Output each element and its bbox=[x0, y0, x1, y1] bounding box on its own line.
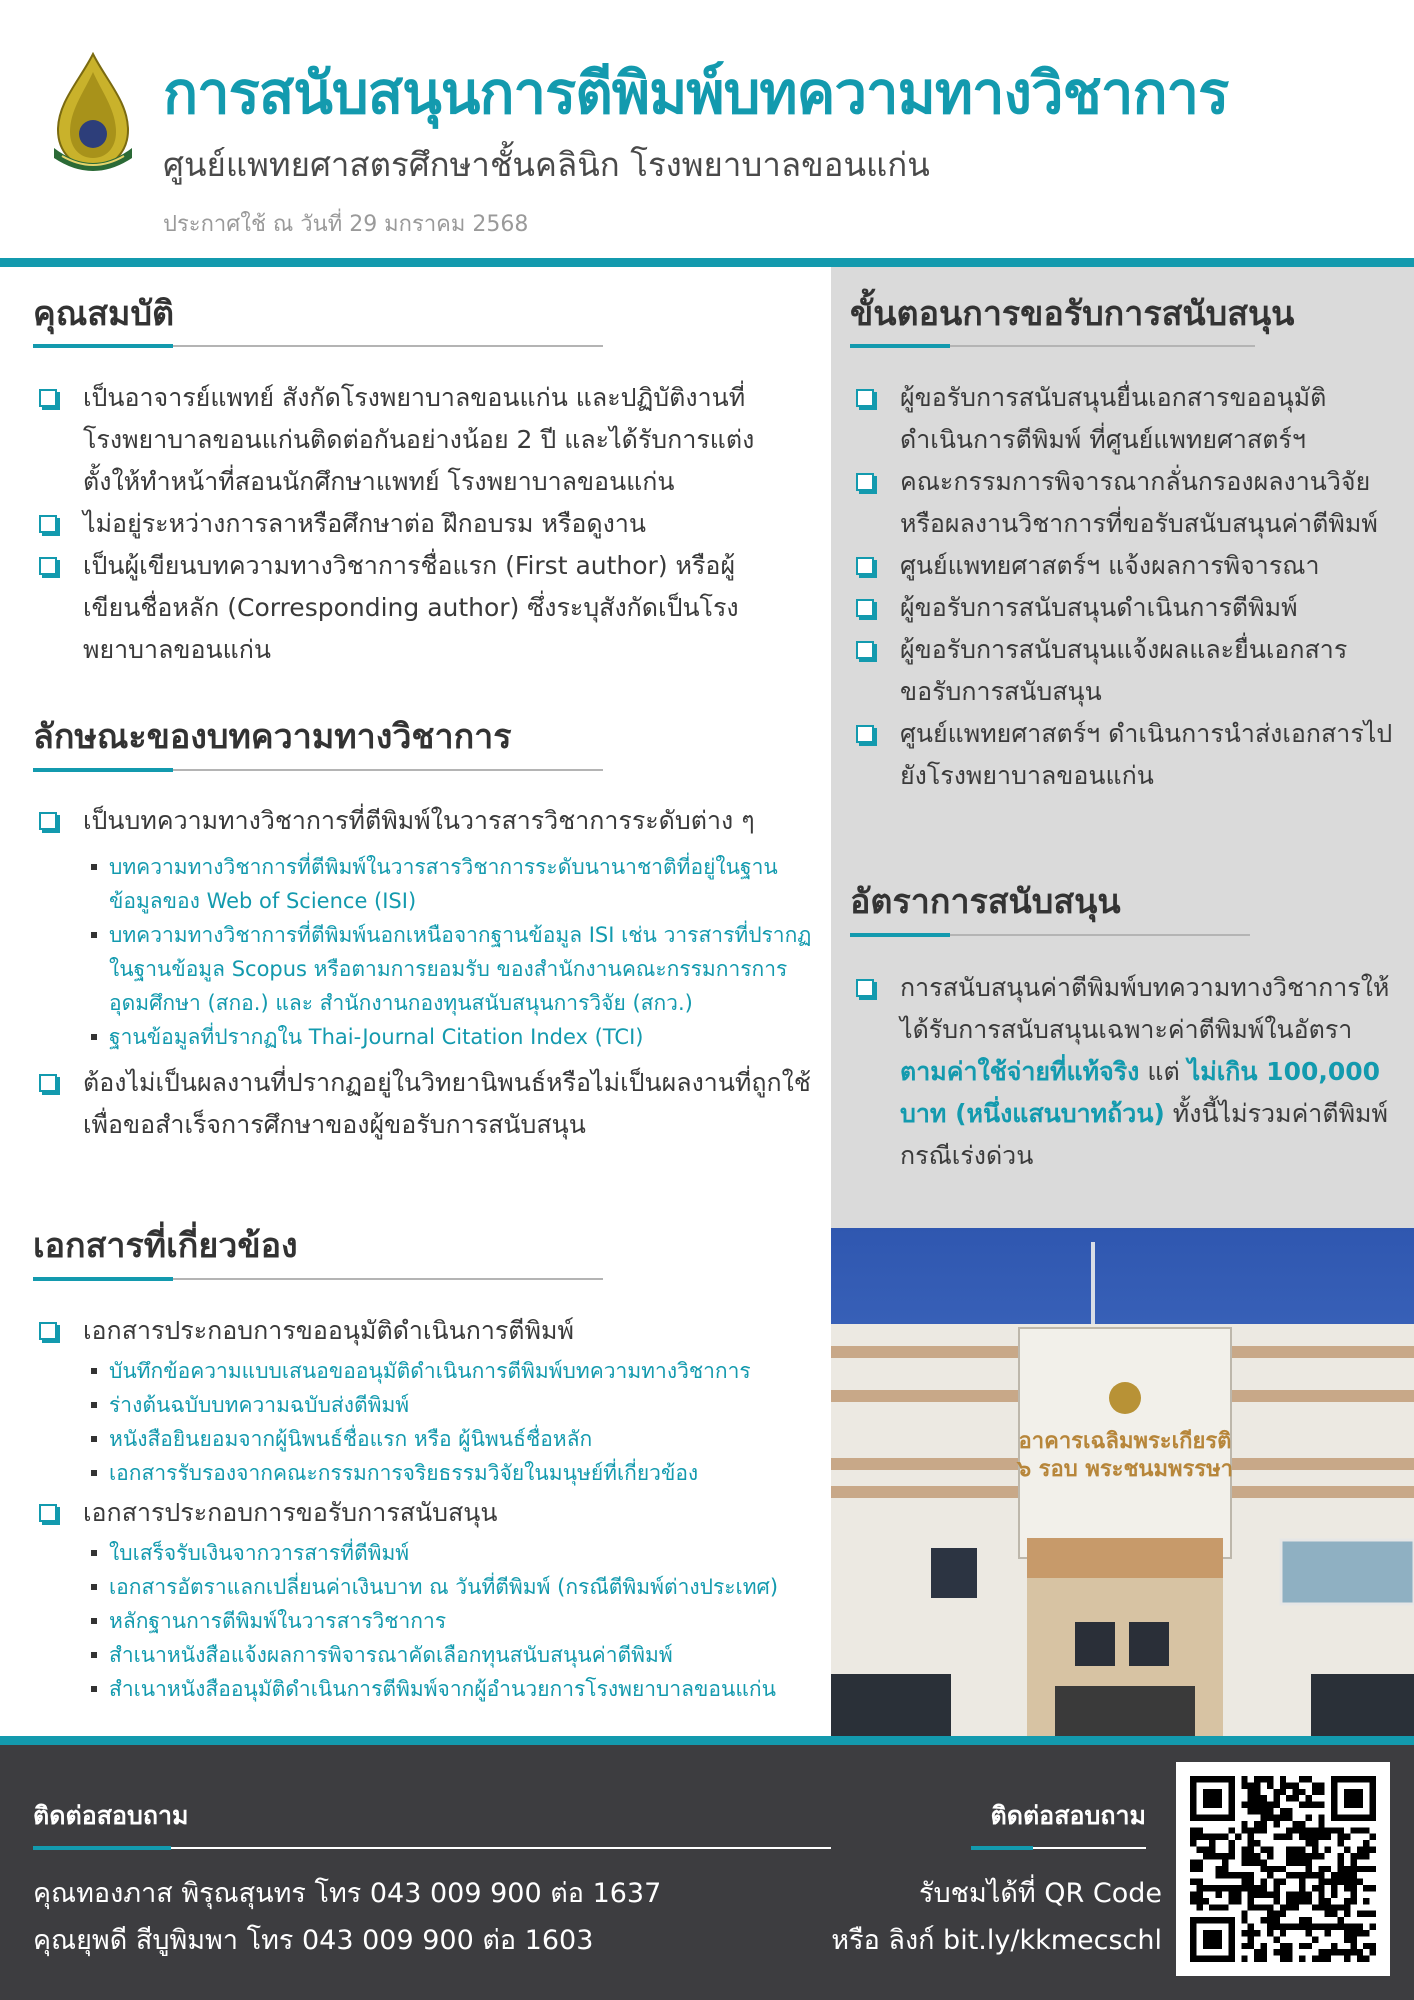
checkbox-bullet-icon bbox=[856, 641, 874, 659]
sub-list-item: บทความทางวิชาการที่ตีพิมพ์นอกเหนือจากฐานข้อมูล ISI เช่น วารสารที่ปรากฏในฐานข้อมูล Scopus หรือตามการยอมรับ ของสำนักงานคณะกรรมการการอุดมศึกษา (สกอ.) และ สำนักงานกองทุนสนับสนุนการวิจัย (สกว.) bbox=[109, 918, 823, 1020]
checkbox-bullet-icon bbox=[39, 389, 57, 407]
list-item: ศูนย์แพทยศาสตร์ฯ แจ้งผลการพิจารณา bbox=[850, 545, 1395, 587]
qr-line-1: รับชมได้ที่ QR Code bbox=[919, 1878, 1162, 1909]
characteristics-rule bbox=[33, 769, 603, 771]
sub-list bbox=[83, 1354, 823, 1490]
header bbox=[0, 0, 1414, 258]
qualifications-title: คุณสมบัติ bbox=[33, 294, 175, 334]
page-subtitle: ศูนย์แพทยศาสตรศึกษาชั้นคลินิก โรงพยาบาลขอนแก่น bbox=[163, 145, 930, 184]
checkbox-bullet-icon bbox=[856, 725, 874, 743]
sub-list bbox=[83, 850, 823, 1054]
actual-cost-highlight: ตามค่าใช้จ่ายที่แท้จริง bbox=[900, 1057, 1140, 1086]
checkbox-bullet-icon bbox=[39, 515, 57, 533]
checkbox-bullet-icon bbox=[856, 557, 874, 575]
qr-code[interactable] bbox=[1176, 1762, 1390, 1976]
list-item: เอกสารประกอบการขออนุมัติดำเนินการตีพิมพ์ บันทึกข้อความแบบเสนอขออนุมัติดำเนินการตีพิมพ์บทความทางวิชาการ ร่างต้นฉบับบทความฉบับส่งตีพิมพ์ หนังสือยินยอมจากผู้นิพนธ์ชื่อแรก หรือ ผู้นิพนธ์ชื่อหลัก เอกสารรับรองจากคณะกรรมการจริยธรรมวิจัยในมนุษย์ที่เกี่ยวข้อง bbox=[33, 1310, 823, 1490]
checkbox-bullet-icon bbox=[39, 557, 57, 575]
rate-title: อัตราการสนับสนุน bbox=[850, 882, 1121, 922]
top-accent-bar bbox=[0, 258, 1414, 267]
building-photo bbox=[831, 1228, 1414, 1736]
documents-title: เอกสารที่เกี่ยวข้อง bbox=[33, 1226, 298, 1266]
qualifications-rule bbox=[33, 345, 603, 347]
checkbox-bullet-icon bbox=[39, 1322, 57, 1340]
sub-list-item: หลักฐานการตีพิมพ์ในวารสารวิชาการ bbox=[109, 1604, 823, 1638]
qr-contact-rule bbox=[971, 1847, 1146, 1849]
qualifications-list bbox=[33, 377, 773, 671]
list-item: คณะกรรมการพิจารณากลั่นกรองผลงานวิจัยหรือผลงานวิชาการที่ขอรับสนับสนุนค่าตีพิมพ์ bbox=[850, 461, 1395, 545]
rate-list bbox=[850, 967, 1395, 1177]
building-name-line1: อาคารเฉลิมพระเกียรติ bbox=[1018, 1429, 1232, 1454]
procedure-rule bbox=[850, 345, 1255, 347]
sub-list bbox=[83, 1536, 823, 1706]
sub-list-item: สำเนาหนังสือแจ้งผลการพิจารณาคัดเลือกทุนสนับสนุนค่าตีพิมพ์ bbox=[109, 1638, 823, 1672]
checkbox-bullet-icon bbox=[39, 1504, 57, 1522]
checkbox-bullet-icon bbox=[39, 1074, 57, 1092]
documents-rule bbox=[33, 1278, 603, 1280]
bottom-accent-bar bbox=[0, 1736, 1414, 1745]
square-bullet-icon bbox=[91, 1470, 97, 1476]
square-bullet-icon bbox=[91, 1368, 97, 1374]
max-amount-highlight: ไม่เกิน 100,000 บาท (หนึ่งแสนบาทถ้วน) bbox=[900, 1057, 1381, 1128]
sub-list-item: หนังสือยินยอมจากผู้นิพนธ์ชื่อแรก หรือ ผู้นิพนธ์ชื่อหลัก bbox=[109, 1422, 823, 1456]
checkbox-bullet-icon bbox=[856, 599, 874, 617]
list-item: ผู้ขอรับการสนับสนุนดำเนินการตีพิมพ์ bbox=[850, 587, 1395, 629]
qr-link-line[interactable]: หรือ ลิงก์ bit.ly/kkmecschl bbox=[831, 1925, 1162, 1956]
checkbox-bullet-icon bbox=[39, 812, 57, 830]
list-item: เป็นอาจารย์แพทย์ สังกัดโรงพยาบาลขอนแก่น และปฏิบัติงานที่โรงพยาบาลขอนแก่นติดต่อกันอย่างน้อย 2 ปี และได้รับการแต่งตั้งให้ทำหน้าที่สอนนักศึกษาแพทย์ โรงพยาบาลขอนแก่น bbox=[33, 377, 773, 503]
contact-line-1: คุณทองภาส พิรุณสุนทร โทร 043 009 900 ต่อ 1637 bbox=[33, 1878, 662, 1909]
sub-list-item: เอกสารรับรองจากคณะกรรมการจริยธรรมวิจัยในมนุษย์ที่เกี่ยวข้อง bbox=[109, 1456, 823, 1490]
square-bullet-icon bbox=[91, 1652, 97, 1658]
contact-title: ติดต่อสอบถาม bbox=[33, 1801, 189, 1830]
list-item: ไม่อยู่ระหว่างการลาหรือศึกษาต่อ ฝึกอบรม หรือดูงาน bbox=[33, 503, 773, 545]
list-item: เป็นผู้เขียนบทความทางวิชาการชื่อแรก (First author) หรือผู้เขียนชื่อหลัก (Corresponding author) ซึ่งระบุสังกัดเป็นโรงพยาบาลขอนแก่น bbox=[33, 545, 773, 671]
sub-list-item: บันทึกข้อความแบบเสนอขออนุมัติดำเนินการตีพิมพ์บทความทางวิชาการ bbox=[109, 1354, 823, 1388]
list-item: ศูนย์แพทยศาสตร์ฯ ดำเนินการนำส่งเอกสารไปยังโรงพยาบาลขอนแก่น bbox=[850, 713, 1395, 797]
square-bullet-icon bbox=[91, 1436, 97, 1442]
sub-list-item: ร่างต้นฉบับบทความฉบับส่งตีพิมพ์ bbox=[109, 1388, 823, 1422]
square-bullet-icon bbox=[91, 932, 97, 938]
announcement-date: ประกาศใช้ ณ วันที่ 29 มกราคม 2568 bbox=[163, 212, 529, 237]
checkbox-bullet-icon bbox=[856, 389, 874, 407]
list-item: ผู้ขอรับการสนับสนุนแจ้งผลและยื่นเอกสารขอรับการสนับสนุน bbox=[850, 629, 1395, 713]
list-item: การสนับสนุนค่าตีพิมพ์บทความทางวิชาการให้ได้รับการสนับสนุนเฉพาะค่าตีพิมพ์ในอัตรา ตามค่าใช้จ่ายที่แท้จริง แต่ ไม่เกิน 100,000 บาท (หนึ่งแสนบาทถ้วน) ทั้งนี้ไม่รวมค่าตีพิมพ์กรณีเร่งด่วน bbox=[850, 967, 1395, 1177]
rate-rule bbox=[850, 934, 1250, 936]
documents-list bbox=[33, 1310, 823, 1706]
characteristics-list bbox=[33, 800, 823, 1146]
square-bullet-icon bbox=[91, 1686, 97, 1692]
sub-list-item: ใบเสร็จรับเงินจากวารสารที่ตีพิมพ์ bbox=[109, 1536, 823, 1570]
hospital-emblem-logo bbox=[46, 52, 140, 176]
page-title: การสนับสนุนการตีพิมพ์บทความทางวิชาการ bbox=[163, 59, 1229, 127]
procedure-list bbox=[850, 377, 1395, 797]
list-item: เป็นบทความทางวิชาการที่ตีพิมพ์ในวารสารวิชาการระดับต่าง ๆ บทความทางวิชาการที่ตีพิมพ์ในวารสารวิชาการระดับนานาชาติที่อยู่ในฐานข้อมูลของ Web of Science (ISI) บทความทางวิชาการที่ตีพิมพ์นอกเหนือจากฐานข้อมูล ISI เช่น วารสารที่ปรากฏในฐานข้อมูล Scopus หรือตามการยอมรับ ของสำนักงานคณะกรรมการการอุดมศึกษา (สกอ.) และ สำนักงานกองทุนสนับสนุนการวิจัย (สกว.) ฐานข้อมูลที่ปรากฏใน Thai-Journal Citation Index (TCI) bbox=[33, 800, 823, 1054]
qr-code-icon bbox=[1190, 1776, 1376, 1962]
list-item: ผู้ขอรับการสนับสนุนยื่นเอกสารขออนุมัติดำเนินการตีพิมพ์ ที่ศูนย์แพทยศาสตร์ฯ bbox=[850, 377, 1395, 461]
list-item: เอกสารประกอบการขอรับการสนับสนุน ใบเสร็จรับเงินจากวารสารที่ตีพิมพ์ เอกสารอัตราแลกเปลี่ยนค่าเงินบาท ณ วันที่ตีพิมพ์ (กรณีตีพิมพ์ต่างประเทศ) หลักฐานการตีพิมพ์ในวารสารวิชาการ สำเนาหนังสือแจ้งผลการพิจารณาคัดเลือกทุนสนับสนุนค่าตีพิมพ์ สำเนาหนังสืออนุมัติดำเนินการตีพิมพ์จากผู้อำนวยการโรงพยาบาลขอนแก่น bbox=[33, 1492, 823, 1706]
sub-list-item: บทความทางวิชาการที่ตีพิมพ์ในวารสารวิชาการระดับนานาชาติที่อยู่ในฐานข้อมูลของ Web of Science (ISI) bbox=[109, 850, 823, 918]
sub-list-item: เอกสารอัตราแลกเปลี่ยนค่าเงินบาท ณ วันที่ตีพิมพ์ (กรณีตีพิมพ์ต่างประเทศ) bbox=[109, 1570, 823, 1604]
qr-contact-title: ติดต่อสอบถาม bbox=[990, 1801, 1146, 1830]
building-name-line2: ๖ รอบ พระชนมพรรษา bbox=[1017, 1457, 1233, 1482]
square-bullet-icon bbox=[91, 1034, 97, 1040]
square-bullet-icon bbox=[91, 1550, 97, 1556]
square-bullet-icon bbox=[91, 1618, 97, 1624]
checkbox-bullet-icon bbox=[856, 979, 874, 997]
contact-rule bbox=[33, 1847, 831, 1849]
characteristics-title: ลักษณะของบทความทางวิชาการ bbox=[33, 717, 512, 757]
square-bullet-icon bbox=[91, 864, 97, 870]
procedure-title: ขั้นตอนการขอรับการสนับสนุน bbox=[850, 294, 1295, 334]
checkbox-bullet-icon bbox=[856, 473, 874, 491]
sub-list-item: ฐานข้อมูลที่ปรากฏใน Thai-Journal Citation Index (TCI) bbox=[109, 1020, 823, 1054]
square-bullet-icon bbox=[91, 1584, 97, 1590]
square-bullet-icon bbox=[91, 1402, 97, 1408]
list-item: ต้องไม่เป็นผลงานที่ปรากฏอยู่ในวิทยานิพนธ์หรือไม่เป็นผลงานที่ถูกใช้ เพื่อขอสำเร็จการศึกษาของผู้ขอรับการสนับสนุน bbox=[33, 1062, 823, 1146]
sub-list-item: สำเนาหนังสืออนุมัติดำเนินการตีพิมพ์จากผู้อำนวยการโรงพยาบาลขอนแก่น bbox=[109, 1672, 823, 1706]
contact-line-2: คุณยุพดี สีบูพิมพา โทร 043 009 900 ต่อ 1603 bbox=[33, 1925, 594, 1956]
